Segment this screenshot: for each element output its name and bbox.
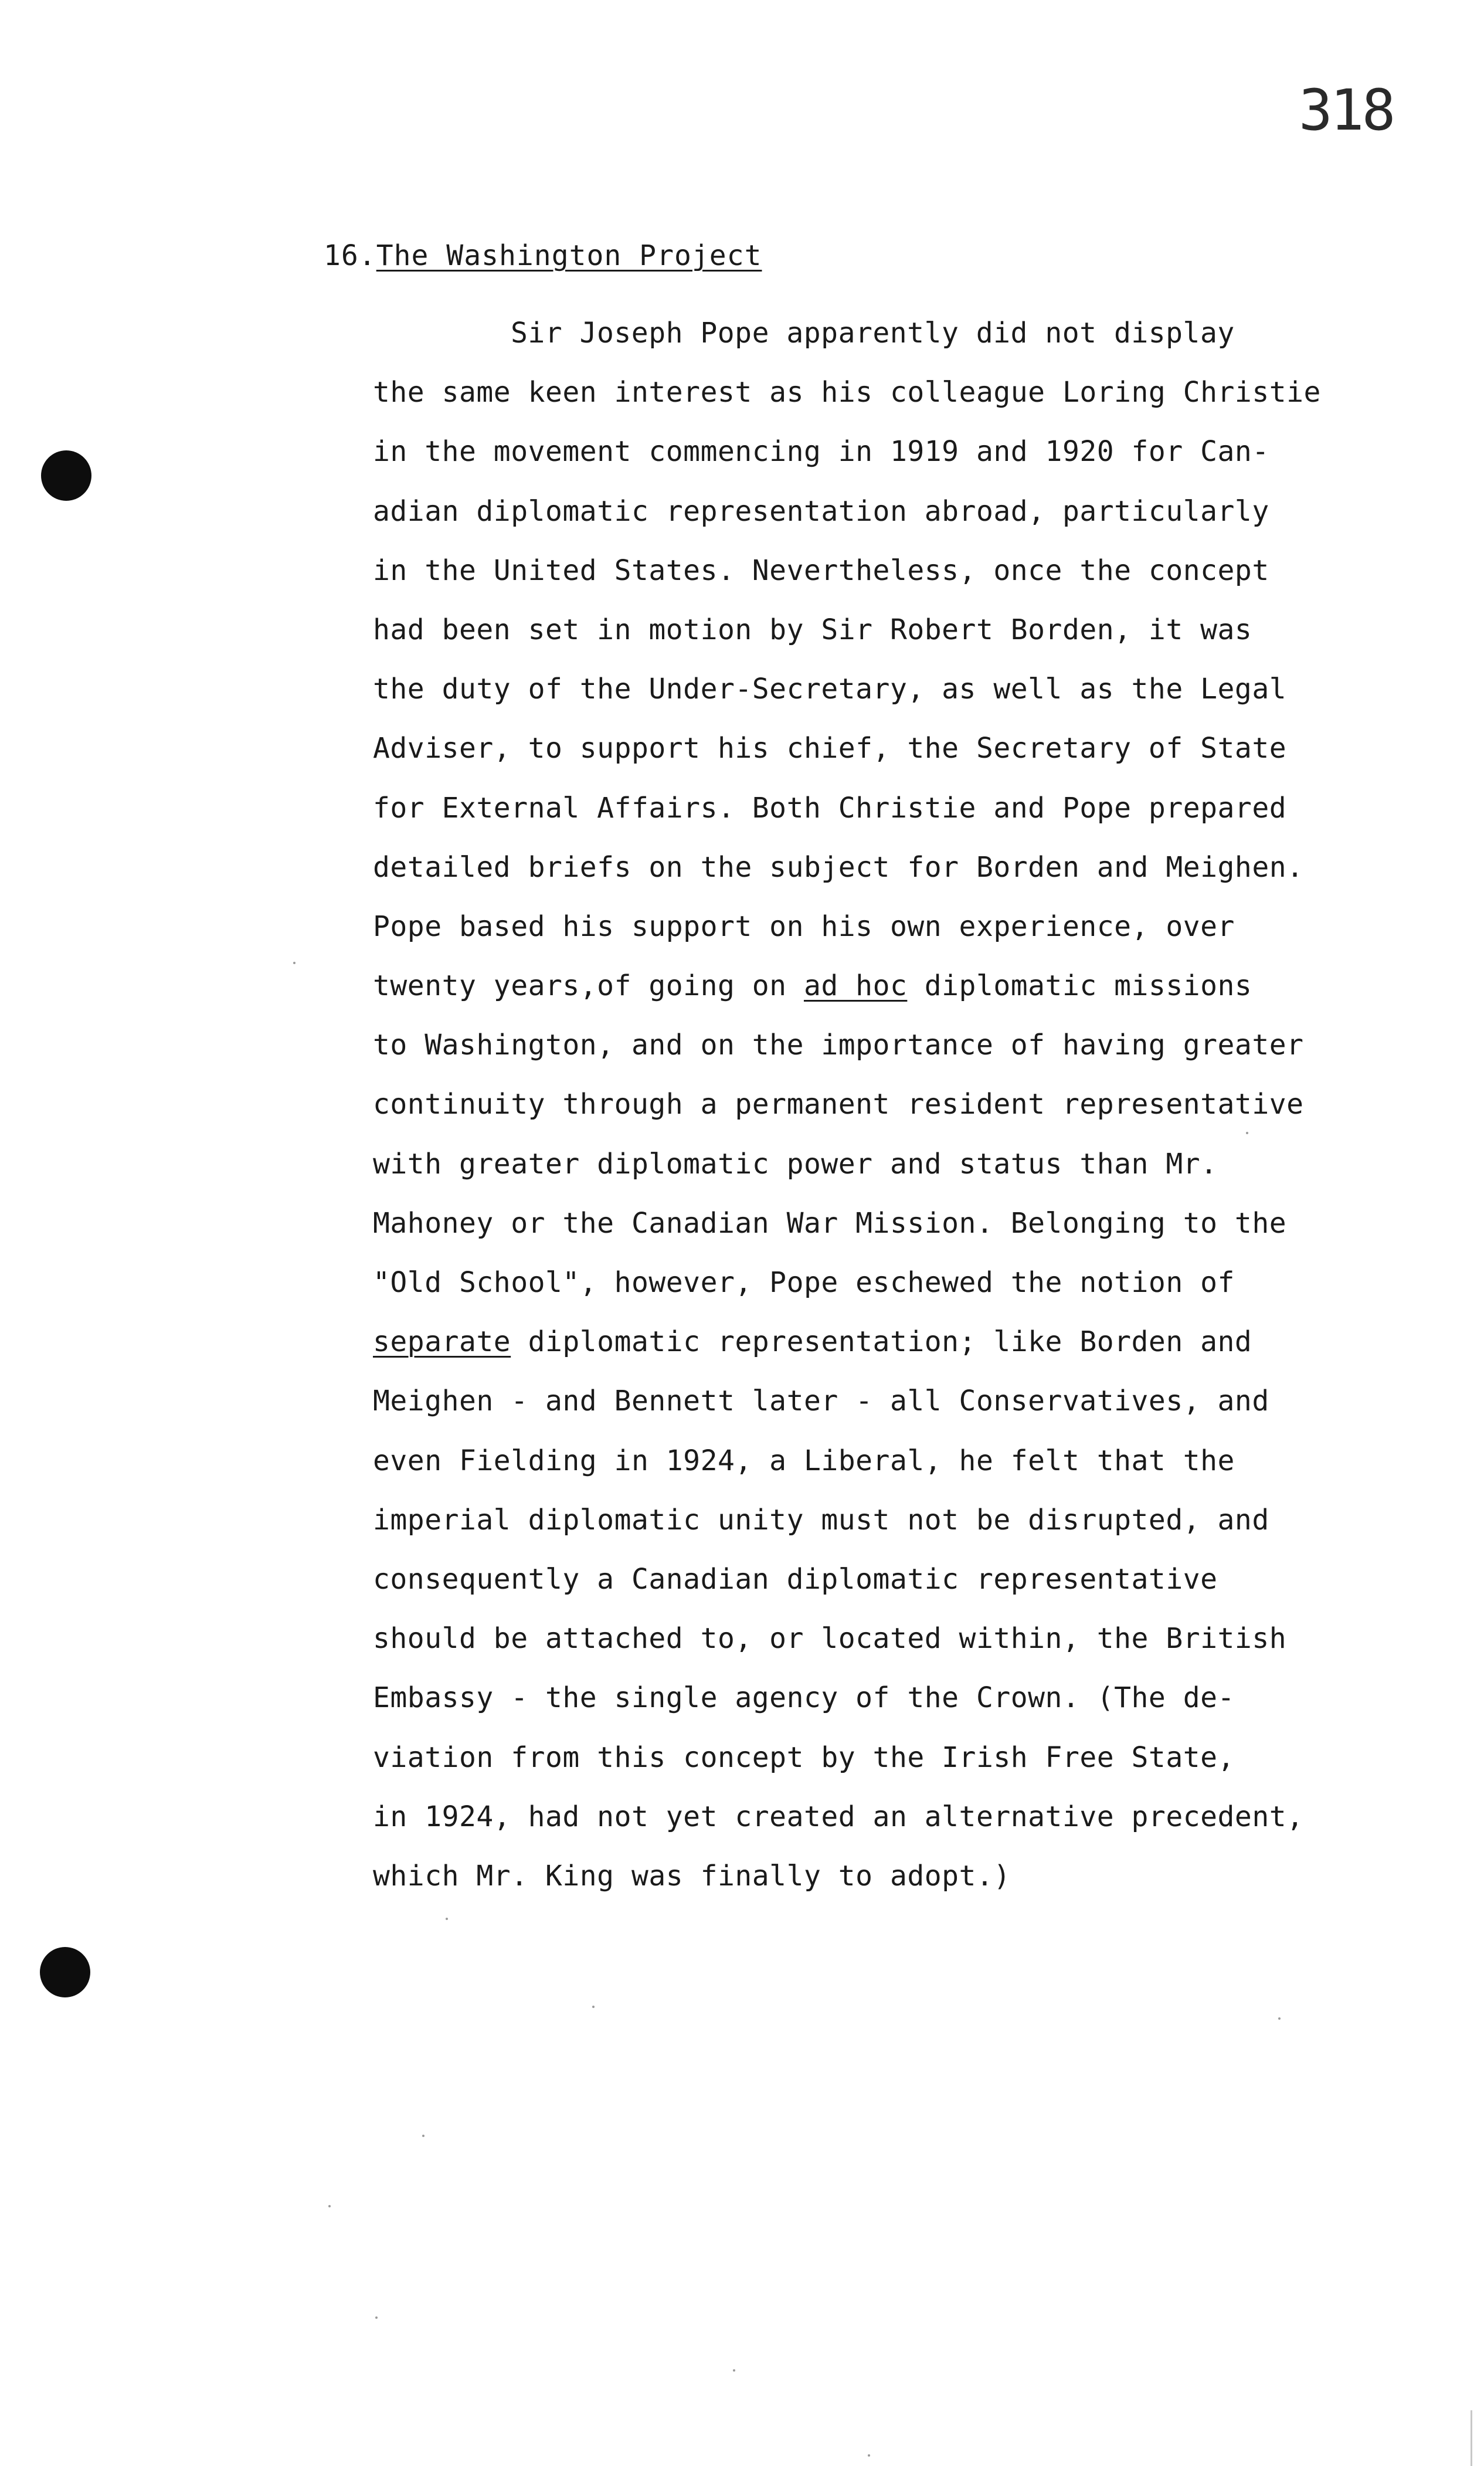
page-number: 318 (1299, 77, 1394, 143)
text-line: for External Affairs. Both Christie and Pope prepared (373, 791, 1287, 825)
text-line: in the movement commencing in 1919 and 1920 for Can- (373, 435, 1269, 469)
scan-speck (422, 2135, 425, 2137)
text-line: in 1924, had not yet created an alternative precedent, (373, 1800, 1304, 1833)
punch-hole-bottom (40, 1947, 90, 1997)
text-line: adian diplomatic representation abroad, particularly (373, 494, 1269, 528)
scan-speck (293, 962, 296, 964)
body-paragraph (373, 304, 1417, 1906)
underlined-term: ad hoc (803, 969, 908, 1003)
section-number: 16. (324, 239, 376, 272)
text-line: "Old School", however, Pope eschewed the notion of (373, 1266, 1235, 1299)
text-segment: twenty years,of going on (373, 969, 804, 1003)
scan-speck (868, 2454, 870, 2457)
text-line: Pope based his support on his own experience, over (373, 910, 1235, 943)
text-line: the duty of the Under-Secretary, as well as the Legal (373, 673, 1287, 706)
scan-speck (733, 2369, 735, 2372)
section-title: The Washington Project (376, 239, 762, 272)
text-line: should be attached to, or located within, the British (373, 1622, 1287, 1656)
text-line: viation from this concept by the Irish Free State, (373, 1741, 1235, 1774)
text-line (373, 1312, 1417, 1372)
text-line: consequently a Canadian diplomatic representative (373, 1562, 1218, 1596)
text-line: Adviser, to support his chief, the Secretary of State (373, 732, 1287, 765)
text-line: continuity through a permanent resident representative (373, 1088, 1304, 1121)
text-line (373, 956, 1417, 1016)
underlined-term: separate (373, 1325, 511, 1359)
text-line: the same keen interest as his colleague Loring Christie (373, 376, 1321, 409)
scan-speck (328, 2205, 331, 2207)
text-segment: diplomatic missions (907, 969, 1252, 1003)
text-line: detailed briefs on the subject for Borden and Meighen. (373, 850, 1304, 884)
text-line: with greater diplomatic power and status than Mr. (373, 1147, 1218, 1181)
text-line: imperial diplomatic unity must not be disrupted, and (373, 1503, 1269, 1536)
text-line: even Fielding in 1924, a Liberal, he felt that the (373, 1444, 1235, 1477)
scan-speck (1246, 1132, 1248, 1134)
section-heading (324, 239, 762, 272)
punch-hole-top (41, 450, 91, 501)
text-line: to Washington, and on the importance of having greater (373, 1029, 1304, 1062)
scan-edge-mark (1471, 2410, 1472, 2466)
text-line: in the United States. Nevertheless, once the concept (373, 554, 1269, 587)
text-line: which Mr. King was finally to adopt.) (373, 1859, 1011, 1892)
text-segment: diplomatic representation; like Borden and (511, 1325, 1252, 1359)
scan-speck (375, 2316, 378, 2319)
text-line: Meighen - and Bennett later - all Conservatives, and (373, 1385, 1269, 1418)
scan-speck (446, 1918, 448, 1920)
scan-speck (1278, 2017, 1281, 2020)
text-line: had been set in motion by Sir Robert Borden, it was (373, 613, 1252, 646)
text-line: Mahoney or the Canadian War Mission. Belonging to the (373, 1206, 1287, 1240)
text-line: Sir Joseph Pope apparently did not display (511, 317, 1235, 350)
text-line: Embassy - the single agency of the Crown. (The de- (373, 1681, 1235, 1715)
scan-speck (592, 2006, 595, 2008)
